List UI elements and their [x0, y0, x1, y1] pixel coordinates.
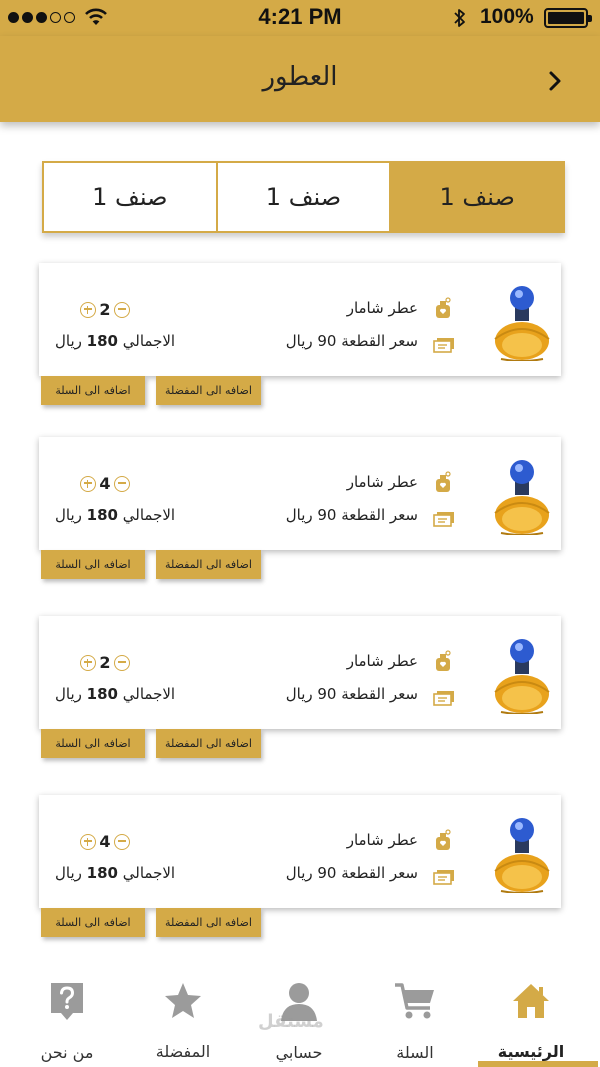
product-item [39, 616, 562, 759]
question-icon [49, 981, 85, 1021]
total-currency: ريال [55, 685, 82, 703]
product-card[interactable] [39, 616, 561, 729]
app-header [0, 36, 600, 122]
perfume-icon [433, 650, 453, 672]
star-icon [163, 982, 203, 1020]
product-total [55, 506, 175, 524]
perfume-bottle-image [491, 634, 553, 714]
status-bar [0, 0, 600, 36]
add-to-favorites-button[interactable]: اضافه الى المفضلة [156, 908, 261, 937]
tab-cart[interactable] [360, 981, 470, 1061]
perfume-icon [433, 829, 453, 851]
tab-label: الرئيسية [497, 1042, 565, 1061]
quantity-stepper [80, 653, 130, 672]
active-tab-indicator [478, 1061, 598, 1067]
product-unit-price: سعر القطعة 90 ريال [285, 506, 418, 524]
quantity-value: 4 [99, 832, 111, 851]
total-value: 180 [86, 506, 118, 524]
money-icon [433, 337, 455, 353]
total-currency: ريال [55, 506, 82, 524]
tab-label: السلة [396, 1043, 434, 1062]
total-prefix: الاجمالي [122, 685, 176, 703]
product-total [55, 864, 175, 882]
add-to-favorites-button[interactable]: اضافه الى المفضلة [156, 729, 261, 758]
tab-label: من نحن [40, 1043, 94, 1062]
product-item [39, 795, 562, 938]
add-to-cart-button[interactable]: اضافه الى السلة [41, 729, 145, 758]
product-total [55, 332, 175, 350]
perfume-icon [433, 471, 453, 493]
total-prefix: الاجمالي [122, 506, 176, 524]
category-tab-3[interactable]: صنف 1 [44, 163, 216, 231]
battery-percentage: 100% [480, 5, 534, 28]
money-icon [433, 869, 455, 885]
perfume-bottle-image [491, 281, 553, 361]
product-name: عطر شامار [346, 831, 418, 849]
tab-home[interactable] [476, 981, 586, 1061]
chevron-right-icon [547, 69, 563, 93]
total-currency: ريال [55, 864, 82, 882]
watermark: مستقل [258, 1011, 324, 1032]
product-item [39, 437, 562, 580]
add-to-cart-button[interactable]: اضافه الى السلة [41, 550, 145, 579]
tab-label: حسابي [275, 1043, 323, 1062]
home-icon [511, 982, 551, 1020]
product-name: عطر شامار [346, 473, 418, 491]
product-card[interactable] [39, 263, 561, 376]
product-unit-price: سعر القطعة 90 ريال [285, 864, 418, 882]
money-icon [433, 690, 455, 706]
add-to-cart-button[interactable]: اضافه الى السلة [41, 908, 145, 937]
total-prefix: الاجمالي [122, 332, 176, 350]
plus-icon[interactable] [80, 834, 96, 850]
product-item [39, 263, 562, 406]
total-value: 180 [86, 685, 118, 703]
page-title: العطور [262, 62, 338, 92]
battery-icon [544, 8, 588, 28]
money-icon [433, 511, 455, 527]
cart-icon [393, 981, 437, 1021]
total-value: 180 [86, 864, 118, 882]
category-tab-2[interactable]: صنف 1 [216, 163, 390, 231]
product-card[interactable] [39, 437, 561, 550]
product-name: عطر شامار [346, 652, 418, 670]
product-total [55, 685, 175, 703]
total-value: 180 [86, 332, 118, 350]
plus-icon[interactable] [80, 655, 96, 671]
product-name: عطر شامار [346, 299, 418, 317]
add-to-favorites-button[interactable]: اضافه الى المفضلة [156, 376, 261, 405]
tab-about[interactable] [12, 981, 122, 1061]
product-unit-price: سعر القطعة 90 ريال [285, 685, 418, 703]
total-prefix: الاجمالي [122, 864, 176, 882]
minus-icon[interactable] [114, 302, 130, 318]
status-time: 4:21 PM [258, 4, 342, 29]
tab-label: المفضلة [155, 1042, 211, 1061]
product-actions [39, 729, 562, 759]
category-tabs [42, 161, 565, 233]
add-to-cart-button[interactable]: اضافه الى السلة [41, 376, 145, 405]
product-card[interactable] [39, 795, 561, 908]
quantity-stepper [80, 300, 130, 319]
perfume-icon [433, 297, 453, 319]
perfume-bottle-image [491, 813, 553, 893]
add-to-favorites-button[interactable]: اضافه الى المفضلة [156, 550, 261, 579]
quantity-stepper [80, 832, 130, 851]
tab-favorites[interactable] [128, 981, 238, 1061]
minus-icon[interactable] [114, 655, 130, 671]
product-actions [39, 908, 562, 938]
product-unit-price: سعر القطعة 90 ريال [285, 332, 418, 350]
minus-icon[interactable] [114, 834, 130, 850]
quantity-value: 2 [99, 653, 111, 672]
product-actions [39, 376, 562, 406]
plus-icon[interactable] [80, 302, 96, 318]
plus-icon[interactable] [80, 476, 96, 492]
perfume-bottle-image [491, 455, 553, 535]
quantity-stepper [80, 474, 130, 493]
product-actions [39, 550, 562, 580]
back-button[interactable] [538, 64, 572, 98]
bluetooth-icon [452, 6, 468, 30]
minus-icon[interactable] [114, 476, 130, 492]
quantity-value: 2 [99, 300, 111, 319]
total-currency: ريال [55, 332, 82, 350]
quantity-value: 4 [99, 474, 111, 493]
category-tab-1[interactable]: صنف 1 [389, 163, 563, 231]
